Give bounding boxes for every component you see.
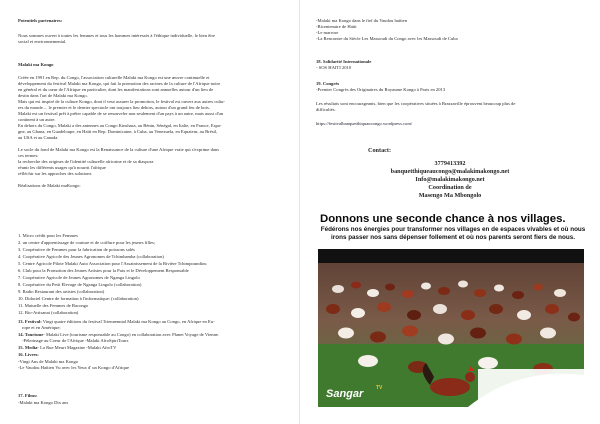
text-line: en général et du cœur de l'Afrique en particulier, dont les manifestations sont annuelles autour d'un lieu de — [18, 87, 214, 92]
text-line: réunir les différents usages qu'à nourrit l'afrique — [18, 165, 106, 170]
text-line: 3. Coopérative de Femmes pour la fabrication de poissons salés — [18, 247, 135, 252]
banner-title: Donnons une seconde chance à nos villages. — [320, 213, 566, 225]
village-poultry-photo — [318, 249, 584, 407]
section-18-title: 18. Solidarité Internationale — [316, 59, 372, 64]
text-line: destin dans l'art de Malaki ma Kongo. — [18, 93, 88, 98]
book-2: -Le Vaudou Haïtien Vu avec les Yeux d' un Kongo d'Afrique — [18, 365, 130, 370]
text-line: Réalisations de Malaki maKongo: — [18, 183, 81, 188]
text-line: 10. Didactel Centre de formation à l'informatique: (collaboration) — [18, 296, 139, 301]
list-item-13: 13. Festival: Vingt quatre éditions du festival Triennennial Malaki ma Kongo au Congo, en Afrique en Eu- — [18, 319, 215, 324]
intro-title: Potentiels partenaires: — [18, 18, 63, 23]
list-item-14-cont: -Pèlerinage au Coeur de l'Afrique -Malaki AfroSpiriTours — [22, 338, 129, 343]
text-line: réfléchir sur les approches des solutions — [18, 171, 92, 176]
list-item-16: 16. Livres: — [18, 352, 39, 357]
section-19-title: 19. Congrès — [316, 81, 340, 86]
text-line: 11. Mutuelle des Femmes de Bacongo — [18, 303, 89, 308]
text-line: res du monde.... le premier et le dernier spectacle ont toujours lieu dehors, autour d'un grand feu de bois. — [18, 105, 210, 110]
text-line: En dehors du Congo, Malaki a des antennes au Congo Kinshasa, au Bénin, Sénégal, en Italie, en France, Espa- — [18, 123, 222, 128]
website-link[interactable]: https://festivalbanquetthiquaucongo.wordpress.com/ — [316, 121, 413, 126]
text-line: 9. Radio Restaurant des artistes (collaboration) — [18, 289, 105, 294]
coordinator-name: Masengo Ma Mbongolo — [418, 192, 482, 199]
text-line: social et environnemental. — [18, 39, 67, 44]
text-line: Mais qui est inspiré de la culture Kongo, dont il veut assurer la promotion, le festival est ouvert aux autres cultu- — [18, 99, 225, 104]
list-item-15: 15. Media- La Rue Meurt Magazine -Malaki AfroTV — [18, 345, 117, 350]
sangar-logo-tv: TV — [376, 385, 383, 391]
list-item-14: 14. Tourisme- Malaki Live (tourisme responsable au Congo) en collaboration avec Planet Voyage de Vienne. — [18, 332, 220, 337]
text-line: -Le marrose — [316, 30, 339, 35]
text-line: -La Rencontre du Siècle Les Massoudi du Congo avec les Massoudi de Cuba — [316, 36, 458, 41]
text-line: 7. Coopérative Agricole de Jeunes Agronomes de Nganga Lingolo — [18, 275, 140, 280]
sangar-logo: Sangar — [326, 388, 364, 400]
text-line: 4. Coopérative Agricole des Jeunes Agronomes de Tchimbamba (collaboration) — [18, 254, 164, 259]
section-title: Malaki ma Kongo — [18, 62, 54, 67]
film-1: -Malaki ma Kongo Dix ans — [18, 400, 69, 405]
text-line: -Malaki ma Kongo dans le fief du Vaudou haïtien — [316, 18, 408, 23]
book-1: -Vingt Ans de Malaki ma Kongo — [18, 359, 79, 364]
contact-email-2[interactable]: Info@malakimakongo.net — [415, 176, 485, 183]
contact-title: Contact: — [368, 147, 392, 154]
banner-subtitle: Fédérons nos énergies pour transformer nos villages en de espaces vivables et où nous irons passer nos sans dépenser follement et où nos parents seront fiers de nous. — [320, 226, 586, 241]
text-line: Le socle du fond de Malaki ma Kongo est la Renaissance de la culture d'une Afrique vraie qui s'exprime dans — [18, 147, 220, 152]
text-line: ces termes: — [18, 153, 39, 158]
text-line: Créée en 1991 en Rep. du Congo, l'association culturelle Malaki ma Kongo est une œuvre continuelle et — [18, 75, 210, 80]
contact-email-1[interactable]: banquetthiqueaucongo@malakimakongo.net — [390, 168, 510, 175]
text-line: 8. Coopérative du Petit Elevage de Nganga Lingolo (collaboration) — [18, 282, 142, 287]
section-19-text: -Premier Congrès des Originaires du Royaume Kongo à Paris en 2013 — [316, 87, 446, 92]
list-item-17: 17. Films: — [18, 393, 38, 398]
text-line: 5. Centre Agricole Pilote Malaki Auto Association pour l'Assainissement de la Rivière Tchimpoundiou — [18, 261, 207, 266]
results-line-2: difficultés. — [316, 107, 336, 112]
text-line: la recherche des origines de l'identité culturelle africaine et de sa diaspora — [18, 159, 154, 164]
coordination-label: Coordination de — [428, 184, 472, 191]
text-line: développement du festival Malaki ma Kongo, qui fait la promotion des racines de la culture de l'Afrique noire — [18, 81, 221, 86]
text-line: Malaki est un festival prêt à prêter capable de se renouveler non seulement d'un pays à un autre, mais aussi d'un — [18, 111, 224, 116]
photo-top-band — [318, 249, 584, 263]
text-line: gne, au Ghana, en Guadeloupe, en Haïti en Rep. Dominicaine, à Cuba, au Venezuela, en Equateur, au Brésil, — [18, 129, 218, 134]
text-line: -Bicentenaire de Haïti — [316, 24, 357, 29]
text-line: 6. Club pour la Promotion des Jeunes Artistes pour la Paix et le Développement Responsable — [18, 268, 189, 273]
results-line-1: Les résultats sont encourageants, bien que les coopératives situées à Brazzaville éprouvent beaucoup plus de — [316, 101, 516, 106]
text-line: continent à un autre. — [18, 117, 56, 122]
list-item-13-cont: rope et en Amérique; — [22, 325, 61, 330]
text-line: 2. un centre d'apprentissage de couture et de coiffure pour les jeunes filles; — [18, 240, 156, 245]
contact-phone: 3779413392 — [434, 160, 466, 167]
section-18-text: - SOS HAITI 2010 — [316, 65, 352, 70]
text-line: au USA et au Canada. — [18, 135, 59, 140]
text-line: 1. Micro crédit pour les Femmes — [18, 233, 78, 238]
text-line: 12. Bio-Artisanat (collaboration) — [18, 310, 79, 315]
text-line: Nous sommes ouvert à toutes les femmes et tous les hommes intéressés à l'éthique individuelle, le bien être — [18, 33, 216, 38]
